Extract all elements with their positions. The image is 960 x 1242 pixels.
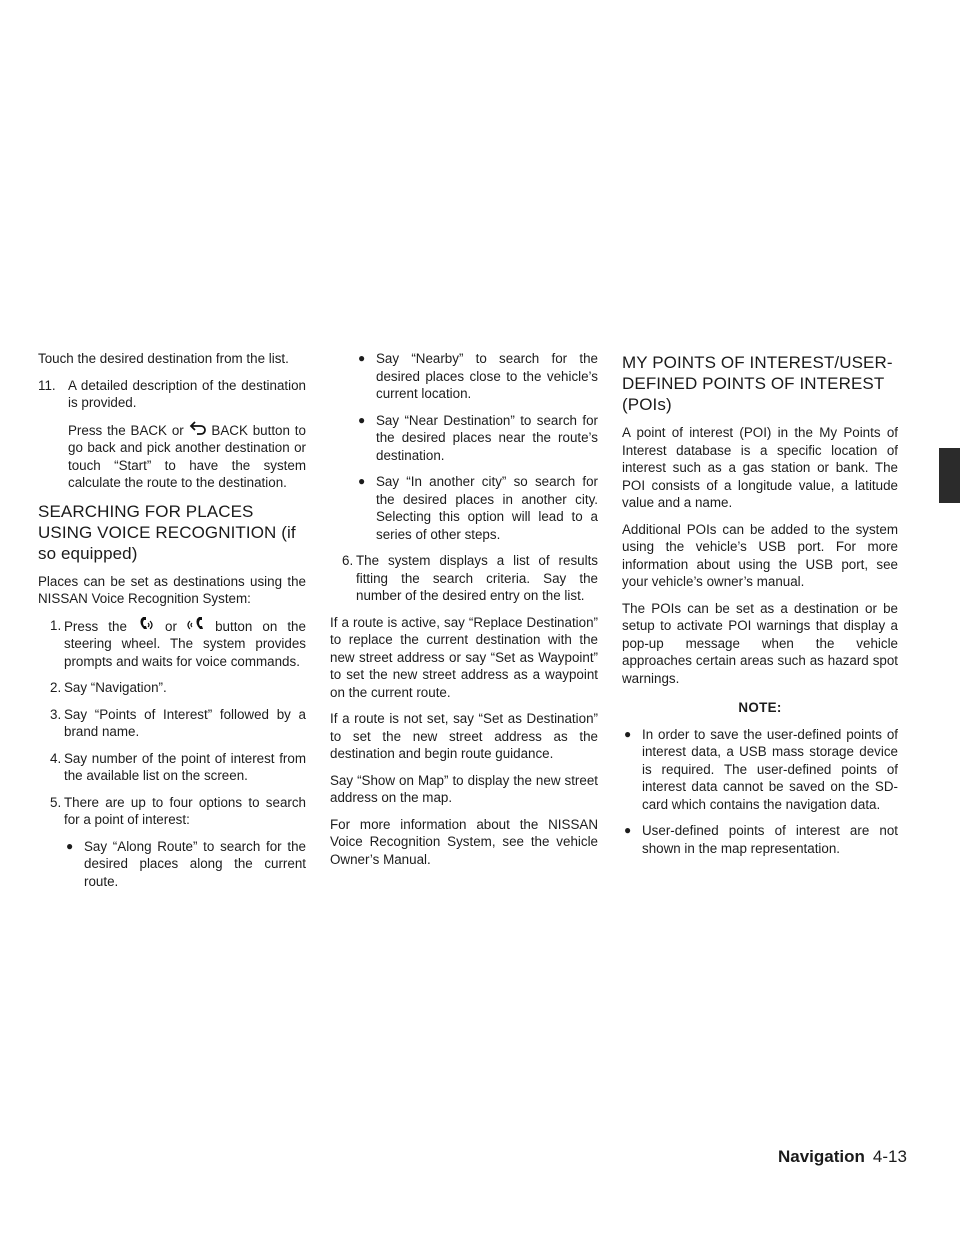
list-item (356, 412, 598, 465)
paragraph: A point of interest (POI) in the My Points of Interest database is a specific location of interest such as a gas station or bank. The POI consists of a longitude value, a latitude value and a name. (622, 425, 898, 510)
step-text: A detailed description of the destination is provided. (68, 377, 306, 410)
step-11 (38, 377, 306, 412)
page-footer (778, 1146, 907, 1168)
bullet-text: Say “In another city” so search for the desired places in another city. Selecting this option will lead to a series of other steps. (376, 474, 598, 542)
step-number: 1. (50, 617, 62, 633)
step-number: 4. (50, 750, 62, 766)
step-number: 5. (50, 794, 62, 810)
back-instruction (38, 421, 306, 492)
step1-text-b: button on the steering wheel. The system provides prompts and waits for voice commands. (64, 618, 306, 669)
back-arrow-icon (189, 421, 207, 435)
bullet-text: Say “Nearby” to search for the desired places close to the vehicle’s current location. (376, 351, 598, 401)
bullet-icon: ● (66, 838, 74, 853)
step-number: 3. (50, 706, 62, 722)
bullet-icon: ● (624, 823, 632, 837)
section-heading-poi: MY POINTS OF INTEREST/USER-DEFINED POINTS OF INTEREST (POIs) (622, 353, 893, 414)
step-text: Say number of the point of interest from the available list on the screen. (64, 750, 306, 783)
step-5 (38, 794, 306, 829)
step-1 (38, 617, 306, 671)
column-middle (330, 350, 598, 877)
list-item (356, 473, 598, 543)
step-number: 11. (38, 377, 56, 393)
paragraph: For more information about the NISSAN Voice Recognition System, see the vehicle Owner’s Manual. (330, 816, 598, 867)
step-3 (38, 706, 306, 741)
bullet-text: Say “Along Route” to search for the desired places along the current route. (84, 838, 306, 889)
back-text-a: Press the BACK or (68, 422, 184, 438)
note-label: NOTE: (738, 700, 782, 715)
step-number: 2. (50, 680, 62, 695)
step-number: 6. (342, 553, 354, 568)
bullet-icon: ● (624, 726, 632, 741)
list-item (356, 350, 598, 403)
step-4 (38, 750, 306, 785)
step-text (64, 617, 306, 671)
list-item (622, 822, 898, 857)
bullet-text: Say “Near Destination” to search for the desired places near the route’s destination. (376, 412, 598, 463)
section-tab (939, 448, 960, 503)
bullet-icon: ● (358, 351, 366, 365)
bullet-icon: ● (358, 474, 366, 488)
paragraph: If a route is not set, say “Set as Destination” to set the new street address as the destination and begin route guidance. (330, 711, 598, 761)
step-6 (330, 552, 598, 605)
bullet-text: In order to save the user-defined points of interest data, a USB mass storage device is required. The user-defined points of interest data cannot be saved on the SD-card which contains the navigation data. (642, 726, 898, 812)
bullet-icon: ● (358, 412, 366, 427)
paragraph: Additional POIs can be added to the system using the vehicle’s USB port. For more information about using the USB port, see your vehicle’s owner’s manual. (622, 521, 898, 589)
step-2 (38, 679, 306, 697)
column-left (38, 350, 306, 899)
section-heading-voice: SEARCHING FOR PLACES USING VOICE RECOGNITION (if so equipped) (38, 501, 296, 563)
talk-button-alt-icon (187, 617, 205, 631)
list-item (64, 838, 306, 891)
step-text: Say “Points of Interest” followed by a brand name. (64, 706, 306, 739)
step1-or: or (165, 618, 177, 634)
paragraph: If a route is active, say “Replace Destination” to replace the current destination with the new street address or say “Set as Waypoint” to set the new street address as a waypoint on the current route. (330, 614, 598, 700)
paragraph: The POIs can be set as a destination or be setup to activate POI warnings that display a pop-up message when the vehicle approaches certain areas such as hazard spot warnings. (622, 600, 898, 686)
talk-button-icon (137, 617, 155, 631)
voice-intro: Places can be set as destinations using the NISSAN Voice Recognition System: (38, 573, 306, 606)
step-text: Say “Navigation”. (64, 680, 167, 695)
footer-section: Navigation (778, 1147, 865, 1166)
list-item (622, 726, 898, 814)
step-text: There are up to four options to search for a point of interest: (64, 794, 306, 827)
step-text: The system displays a list of results fitting the search criteria. Say the number of the desired entry on the list. (356, 553, 598, 603)
page-number: 4-13 (872, 1147, 907, 1166)
back-text-b: BACK button to go back and pick another destination or touch “Start” to have the system calculate the route to the destination. (68, 422, 306, 490)
bullet-text: User-defined points of interest are not shown in the map representation. (642, 823, 898, 856)
step1-text-a: Press the (64, 618, 127, 634)
column-right (622, 350, 898, 866)
intro-text: Touch the desired destination from the list. (38, 351, 289, 366)
paragraph: Say “Show on Map” to display the new street address on the map. (330, 772, 598, 805)
